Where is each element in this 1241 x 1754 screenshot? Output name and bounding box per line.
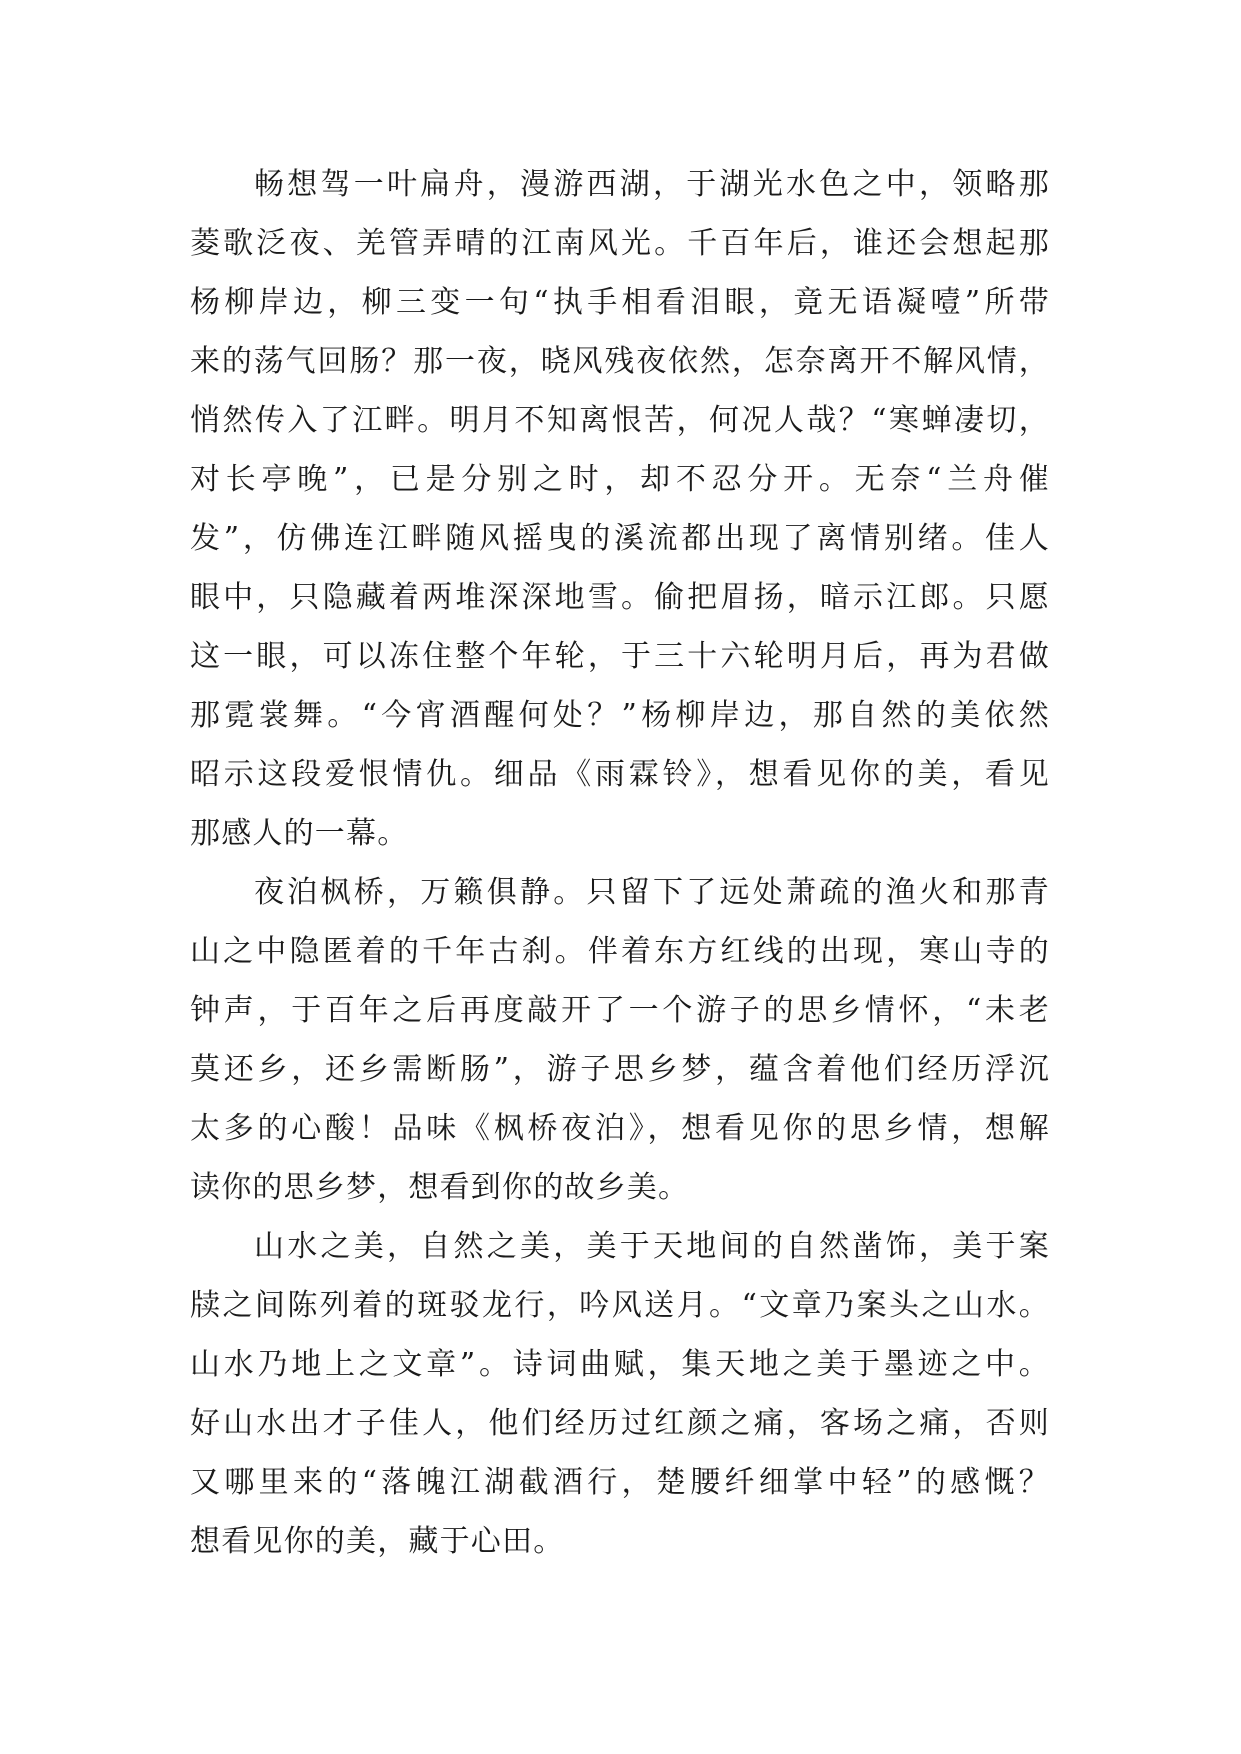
text-line: 来的荡气回肠？那一夜，晓风残夜依然，怎奈离开不解风情，	[190, 344, 1050, 379]
text-line: 山水乃地上之文章”。诗词曲赋，集天地之美于墨迹之中。	[190, 1347, 1050, 1382]
text-line: 又哪里来的“落魄江湖截酒行，楚腰纤细掌中轻”的感慨？	[190, 1465, 1050, 1500]
text-line: 牍之间陈列着的斑驳龙行，吟风送月。“文章乃案头之山水。	[190, 1288, 1050, 1323]
text-line: 钟声，于百年之后再度敲开了一个游子的思乡情怀，“未老	[190, 993, 1050, 1028]
text-line: 昭示这段爱恨情仇。细品《雨霖铃》，想看见你的美，看见	[190, 757, 1050, 792]
text-line: 太多的心酸！品味《枫桥夜泊》，想看见你的思乡情，想解	[190, 1111, 1050, 1146]
text-line: 杨柳岸边，柳三变一句“执手相看泪眼，竟无语凝噎”所带	[190, 285, 1050, 320]
text-line: 夜泊枫桥，万籁俱静。只留下了远处萧疏的渔火和那青	[254, 875, 1050, 910]
text-line: 畅想驾一叶扁舟，漫游西湖，于湖光水色之中，领略那	[254, 167, 1050, 202]
text-line: 读你的思乡梦，想看到你的故乡美。	[190, 1170, 690, 1205]
text-line: 莫还乡，还乡需断肠”，游子思乡梦，蕴含着他们经历浮沉	[190, 1052, 1050, 1087]
text-line: 好山水出才子佳人，他们经历过红颜之痛，客场之痛，否则	[190, 1406, 1050, 1441]
text-line: 山之中隐匿着的千年古刹。伴着东方红线的出现，寒山寺的	[190, 934, 1050, 969]
essay-body	[190, 155, 1050, 1571]
text-line: 菱歌泛夜、羌管弄晴的江南风光。千百年后，谁还会想起那	[190, 226, 1050, 261]
text-line: 这一眼，可以冻住整个年轮，于三十六轮明月后，再为君做	[190, 639, 1050, 674]
paragraph-1	[190, 155, 1050, 863]
paragraph-2	[190, 863, 1050, 1217]
paragraph-3	[190, 1217, 1050, 1571]
text-line: 想看见你的美，藏于心田。	[190, 1524, 565, 1559]
text-line: 那霓裳舞。“今宵酒醒何处？”杨柳岸边，那自然的美依然	[190, 698, 1050, 733]
text-line: 那感人的一幕。	[190, 816, 409, 851]
text-line: 发”，仿佛连江畔随风摇曳的溪流都出现了离情别绪。佳人	[190, 521, 1050, 556]
text-line: 对长亭晚”，已是分别之时，却不忍分开。无奈“兰舟催	[190, 462, 1050, 497]
text-line: 眼中，只隐藏着两堆深深地雪。偷把眉扬，暗示江郎。只愿	[190, 580, 1050, 615]
text-line: 山水之美，自然之美，美于天地间的自然凿饰，美于案	[254, 1229, 1050, 1264]
text-line: 悄然传入了江畔。明月不知离恨苦，何况人哉？“寒蝉凄切，	[190, 403, 1050, 438]
